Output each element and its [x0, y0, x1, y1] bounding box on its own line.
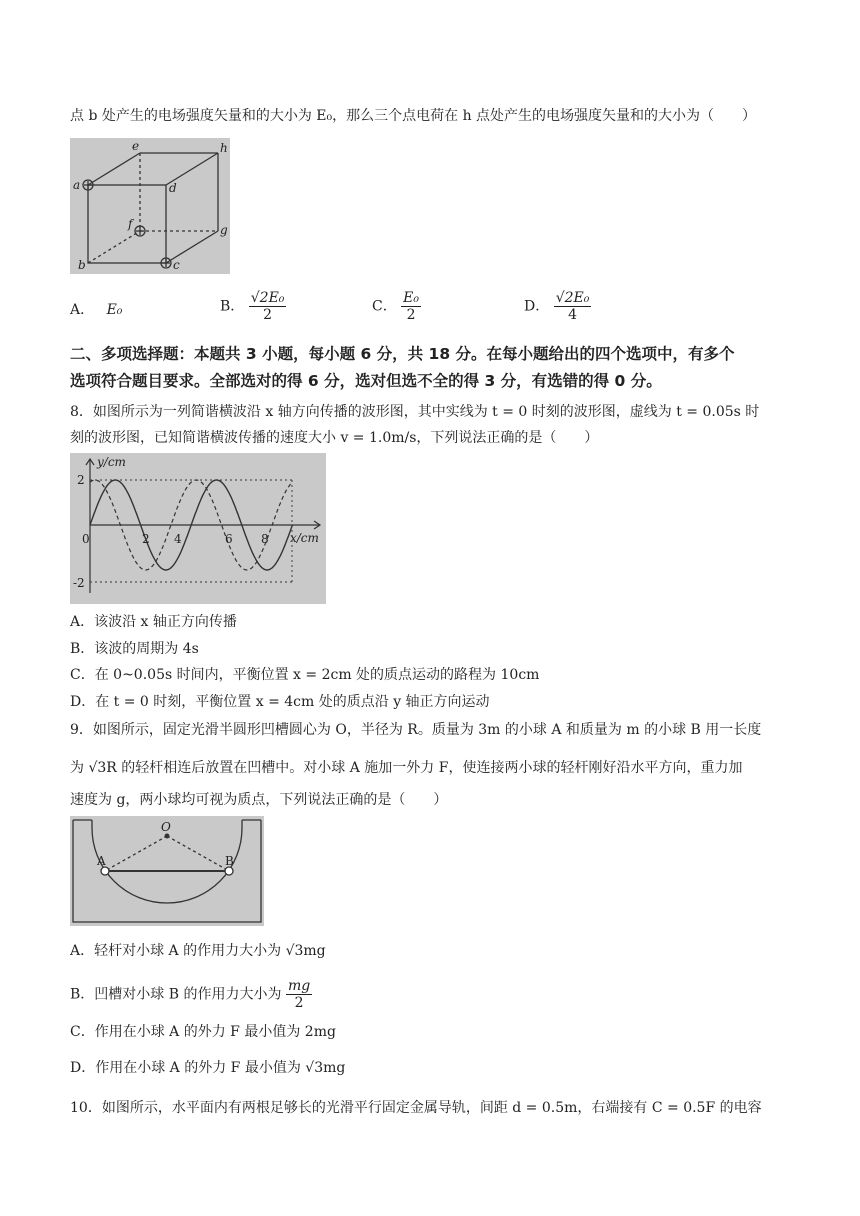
- q9-option-b-fraction: $\frac{mg}{2}$: [287, 978, 311, 1011]
- q7-label-a: a: [73, 178, 81, 192]
- q7-stem-tail: 点 b 处产生的电场强度矢量和的大小为 E₀，那么三个点电荷在 h 点处产生的电场强度矢量和的大小为（ ）: [70, 108, 757, 124]
- q8-option-c[interactable]: C．在 0~0.05s 时间内，平衡位置 x = 2cm 处的质点运动的路程为 10cm: [70, 667, 540, 683]
- q7-label-e: e: [132, 139, 140, 153]
- q9-option-c[interactable]: C．作用在小球 A 的外力 F 最小值为 2mg: [70, 1024, 336, 1040]
- q8-option-b[interactable]: B．该波的周期为 4s: [70, 641, 199, 657]
- q7-option-b[interactable]: B． $\frac{\text{√2E₀}}{2}$: [220, 290, 285, 323]
- q8-option-a[interactable]: A．该波沿 x 轴正方向传播: [70, 614, 237, 630]
- q9-option-d[interactable]: D．作用在小球 A 的外力 F 最小值为 √3mg: [70, 1060, 346, 1076]
- q7-option-c[interactable]: C． $\frac{\text{E₀}}{2}$: [372, 290, 420, 323]
- q9-stem-line3: 速度为 g，两小球均可视为质点，下列说法正确的是（ ）: [70, 792, 448, 808]
- q8-xlabel: x/cm: [290, 531, 319, 545]
- q7-option-a[interactable]: A． E₀: [70, 302, 123, 318]
- q8-option-d[interactable]: D．在 t = 0 时刻，平衡位置 x = 4cm 处的质点沿 y 轴正方向运动: [70, 694, 490, 710]
- q7-label-h: h: [220, 141, 228, 155]
- q9-groove-figure: [70, 816, 264, 926]
- q9-stem-line2: 为 √3R 的轻杆相连后放置在凹槽中。对小球 A 施加一外力 F，使连接两小球的轻杆刚好沿水平方向，重力加: [70, 760, 743, 776]
- q9-label-a: A: [97, 854, 106, 868]
- q9-option-b[interactable]: B．凹槽对小球 B 的作用力大小为 $\frac{mg}{2}$: [70, 978, 311, 1011]
- q7-label-c: c: [173, 258, 180, 272]
- q9-option-a[interactable]: A．轻杆对小球 A 的作用力大小为 √3mg: [70, 943, 326, 959]
- q8-stem-line2: 刻的波形图，已知简谐横波传播的速度大小 v = 1.0m/s，下列说法正确的是（ ）: [70, 430, 599, 446]
- q8-xtick-8: 8: [261, 532, 269, 546]
- q7-label-d: d: [169, 181, 177, 195]
- q8-ytick-neg2: -2: [73, 576, 85, 590]
- q8-stem-line1: 8．如图所示为一列简谐横波沿 x 轴方向传播的波形图，其中实线为 t = 0 时刻的波形图，虚线为 t = 0.05s 时: [70, 404, 760, 420]
- q9-label-b: B: [225, 854, 234, 868]
- q7-option-d-fraction: $\frac{\text{√2E₀}}{4}$: [555, 290, 590, 323]
- q9-label-o: O: [161, 820, 171, 834]
- q9-stem-line1: 9．如图所示，固定光滑半圆形凹槽圆心为 O，半径为 R。质量为 3m 的小球 A 和质量为 m 的小球 B 用一长度: [70, 722, 762, 738]
- q7-option-c-fraction: $\frac{\text{E₀}}{2}$: [403, 290, 420, 323]
- q7-option-b-fraction: $\frac{\text{√2E₀}}{2}$: [250, 290, 285, 323]
- q8-xtick-0: 0: [82, 532, 90, 546]
- q7-option-d[interactable]: D． $\frac{\text{√2E₀}}{4}$: [524, 290, 590, 323]
- q7-label-f: f: [128, 217, 133, 231]
- q7-label-b: b: [78, 258, 86, 272]
- q10-stem-line1: 10．如图所示，水平面内有两根足够长的光滑平行固定金属导轨，间距 d = 0.5m，右端接有 C = 0.5F 的电容: [70, 1100, 762, 1116]
- q8-ytick-2: 2: [77, 473, 85, 487]
- q8-xtick-4: 4: [174, 532, 182, 546]
- q7-label-g: g: [220, 223, 228, 237]
- q8-wave-figure: [70, 453, 326, 604]
- q8-ylabel: y/cm: [97, 455, 126, 469]
- q7-cube-figure: [70, 138, 230, 274]
- q8-xtick-6: 6: [225, 532, 233, 546]
- section2-heading-line2: 选项符合题目要求。全部选对的得 6 分，选对但选不全的得 3 分，有选错的得 0 分。: [70, 372, 662, 390]
- q8-xtick-2: 2: [142, 532, 150, 546]
- section2-heading-line1: 二、多项选择题：本题共 3 小题，每小题 6 分，共 18 分。在每小题给出的四个选项中，有多个: [70, 345, 735, 363]
